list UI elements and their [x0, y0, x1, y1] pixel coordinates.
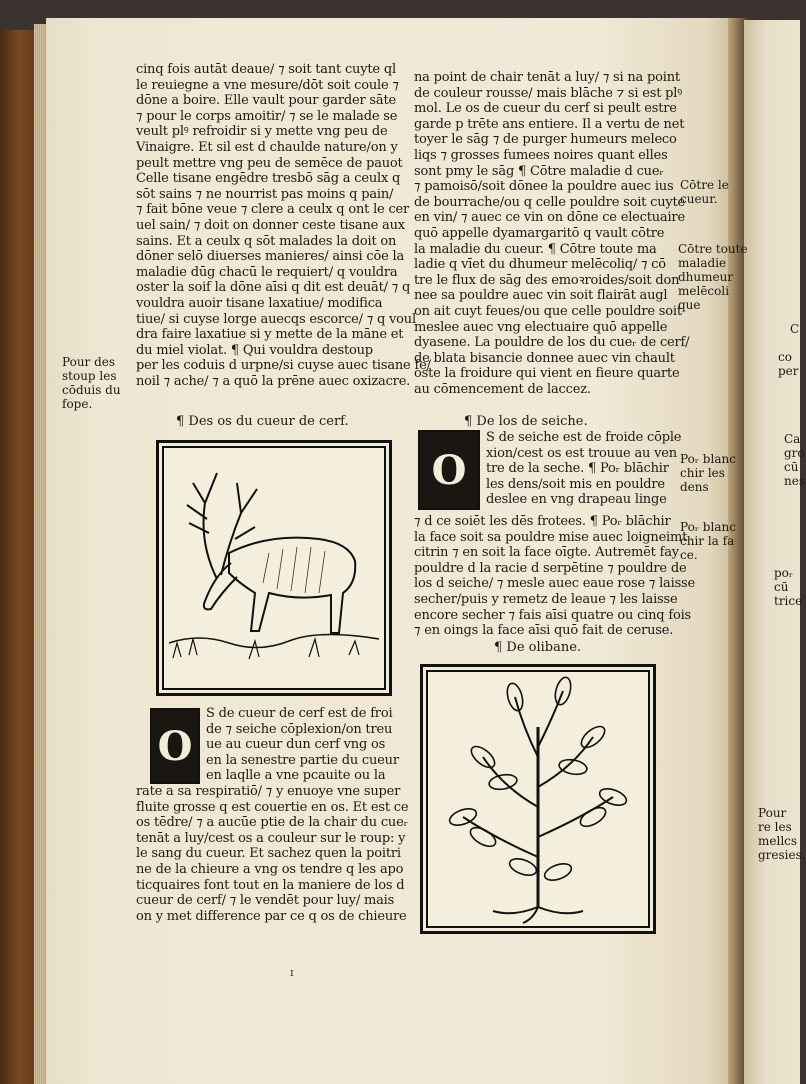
text-line: on y met difference par ce q os de chieure [136, 908, 407, 924]
section-heading-stag: ¶ Des os du cueur de cerf. [176, 414, 349, 429]
text-line: le sang du cueur. Et sachez quen la poitri [136, 846, 401, 862]
text-line: Vinaigre. Et sil est d chaulde nature/on y [136, 139, 398, 155]
text-line: sōt sains ⁊ ne nourrist pas moins q pain/ [136, 186, 394, 202]
facing-fragment: poᵣ cū trice [774, 566, 803, 608]
text-line: tiue/ si cuyse lorge auecqs escorce/ ⁊ q voul [136, 311, 416, 327]
left-column-text-top [136, 62, 431, 389]
text-line: veult plꝰ refroidir si y mette vng peu de [136, 124, 388, 140]
left-column-text-indent [206, 706, 406, 784]
left-column-text-bottom [136, 784, 408, 924]
text-line: dōner selō diuerses manieres/ ainsi cōe la [136, 249, 405, 265]
text-line: dyasene. La pouldre de los du cueᵣ de cerf/ [414, 335, 690, 351]
text-line: maladie dūg chacū le requiert/ q vouldra [136, 264, 398, 280]
facing-fragment: C [790, 322, 800, 336]
text-line: uel sain/ ⁊ doit on donner ceste tisane aux [136, 217, 405, 233]
margin-note-contre-maladie: Cōtre toute maladie dhumeur melēcoli que [678, 242, 748, 312]
text-line: nee sa pouldre auec vin soit flairāt augl [414, 288, 668, 304]
facing-fragment: co per [778, 350, 799, 378]
text-line: os tēdre/ ⁊ a aucūe ptie de la chair du cueᵣ [136, 815, 408, 831]
text-line: ticquaires font tout en la maniere de los d [136, 877, 405, 893]
text-line: ue au cueur dun cerf vng os [206, 737, 386, 753]
text-line: garde p trēte ans entiere. Il a vertu de net [414, 116, 685, 132]
text-line: peult mettre vng peu de semēce de pauot [136, 155, 403, 171]
text-line: sont pmy le sāg ¶ Cōtre maladie d cueᵣ [414, 163, 664, 179]
text-line: cueur de cerf/ ⁊ le vendēt pour luy/ mais [136, 893, 395, 909]
text-line: la maladie du cueur. ¶ Cōtre toute ma [414, 241, 657, 257]
text-line: le reuiegne a vne mesure/dōt soit coule ⁊ [136, 77, 399, 93]
text-line: de bourrache/ou q celle pouldre soit cuyte [414, 194, 686, 210]
text-line: S de cueur de cerf est de froi [206, 706, 393, 721]
text-line: noil ⁊ ache/ ⁊ a quō la prēne auec oxizacre. [136, 373, 411, 389]
facing-fragment: Ca gro cū nes [784, 432, 805, 488]
text-line: Celle tisane engēdre tresbō sāg a ceulx q [136, 171, 401, 187]
text-line: encore secher ⁊ fais aīsi quatre ou cinq fois [414, 607, 692, 623]
text-line: la face soit sa pouldre mise auec loigneimt [414, 529, 688, 545]
text-line: pouldre d la racie d serpētine ⁊ pouldre de [414, 560, 687, 576]
text-line: ⁊ d ce soiēt les dēs frotees. ¶ Poᵣ blāchir [414, 514, 671, 529]
margin-note-left: Pour des stoup les cōduis du fope. [62, 355, 121, 411]
decorated-initial-o: O [418, 430, 480, 510]
text-line: oster la soif la dōne aīsi q dit est deuāt/ ⁊ q [136, 280, 411, 296]
text-line: sains. Et a ceulx q sōt malades la doit on [136, 233, 397, 249]
stag-woodcut [156, 440, 392, 696]
text-line: mol. Le os de cueur du cerf si peult estre [414, 101, 677, 117]
text-line: de ⁊ seiche cōplexion/on treu [206, 721, 393, 737]
right-column-text-indent [486, 430, 682, 508]
text-line: dōne a boire. Elle vault pour garder sāte [136, 93, 396, 109]
text-line: secher/puis y remetz de leaue ⁊ les laisse [414, 591, 678, 607]
text-line: ⁊ pour le corps amoitir/ ⁊ se le malade se [136, 108, 398, 124]
olibanum-plant-woodcut [420, 664, 656, 934]
text-line: ⁊ en oings la face aīsi quō fait de ceruse. [414, 623, 674, 639]
text-line: de blata bisancie donnee auec vin chault [414, 350, 675, 366]
margin-note-contre-cueur: Cōtre le cueur. [680, 178, 729, 206]
text-line: rate a sa respiratiō/ ⁊ y enuoye vne super [136, 784, 401, 799]
text-line: xion/cest os est trouue au ven [486, 445, 677, 461]
text-line: los d seiche/ ⁊ mesle auec eaue rose ⁊ laisse [414, 576, 695, 592]
text-line: deslee en vng drapeau linge [486, 492, 667, 508]
text-line: en laqlle a vne pcauite ou la [206, 768, 386, 784]
text-line: tre le flux de sāg des emoꝛroides/soit don [414, 272, 680, 288]
stag-illustration [159, 443, 389, 693]
text-line: tre de la seche. ¶ Poᵣ blāchir [486, 461, 669, 477]
decorated-initial-o: O [150, 708, 200, 784]
text-line: toyer le sāg ⁊ de purger humeurs meleco [414, 132, 677, 148]
section-heading-olibane: ¶ De olibane. [494, 640, 582, 655]
text-line: en vin/ ⁊ auec ce vin on dōne ce electuaire [414, 210, 685, 226]
section-heading-seiche: ¶ De los de seiche. [464, 414, 588, 429]
text-line: les dens/soit mis en pouldre [486, 476, 665, 492]
text-line: on ait cuyt feues/ou que celle pouldre soit [414, 303, 682, 319]
text-line: per les coduis d urpne/si cuyse auec tisane fe/ [136, 358, 431, 374]
text-line: oste la froidure qui vient en fieure quarte [414, 366, 680, 382]
text-line: S de seiche est de froide cōple [486, 430, 682, 445]
text-line: liqs ⁊ grosses fumees noires quant elles [414, 147, 668, 163]
signature-mark: ɪ [290, 966, 294, 979]
facing-page [744, 20, 806, 1084]
text-line: fluite grosse q est couertie en os. Et est ce [136, 799, 409, 815]
plant-illustration [423, 667, 653, 931]
text-line: de couleur rousse/ mais blāche ⁊ si est plꝰ [414, 85, 683, 101]
margin-note-blanchir-dens: Poᵣ blanc chir les dens [680, 452, 736, 494]
text-line: ⁊ pamoisō/soit dōnee la pouldre auec ius [414, 179, 674, 195]
text-line: citrin ⁊ en soit la face oīgte. Autremēt fay [414, 545, 679, 561]
text-line: meslee auec vng electuaire quō appelle [414, 319, 668, 335]
text-line: cinq fois autāt deaue/ ⁊ soit tant cuyte ql [136, 62, 396, 77]
text-line: dra faire laxatiue si y mette de la māne et [136, 327, 404, 343]
text-line: ⁊ fait bōne veue ⁊ clere a ceulx q ont le cer [136, 202, 410, 218]
text-line: au cōmencement de laccez. [414, 381, 591, 397]
facing-fragment: Pour re les mellcs gresies. [758, 806, 806, 862]
right-column-text-top [414, 70, 690, 397]
margin-note-blanchir-face: Poᵣ blanc chir la fa ce. [680, 520, 736, 562]
right-column-text-seiche [414, 514, 695, 639]
text-line: en la senestre partie du cueur [206, 752, 399, 768]
text-line: vouldra auoir tisane laxatiue/ modifica [136, 295, 383, 311]
text-line: ne de la chieure a vng os tendre q les apo [136, 861, 404, 877]
text-line: na point de chair tenāt a luy/ ⁊ si na point [414, 70, 680, 85]
text-line: quō appelle dyamargaritō q vault cōtre [414, 225, 665, 241]
text-line: ladie q vīet du dhumeur melēcoliq/ ⁊ cō [414, 257, 666, 273]
text-line: tenāt a luy/cest os a couleur sur le roup: y [136, 830, 406, 846]
text-line: du miel violat. ¶ Qui vouldra destoup [136, 342, 373, 358]
